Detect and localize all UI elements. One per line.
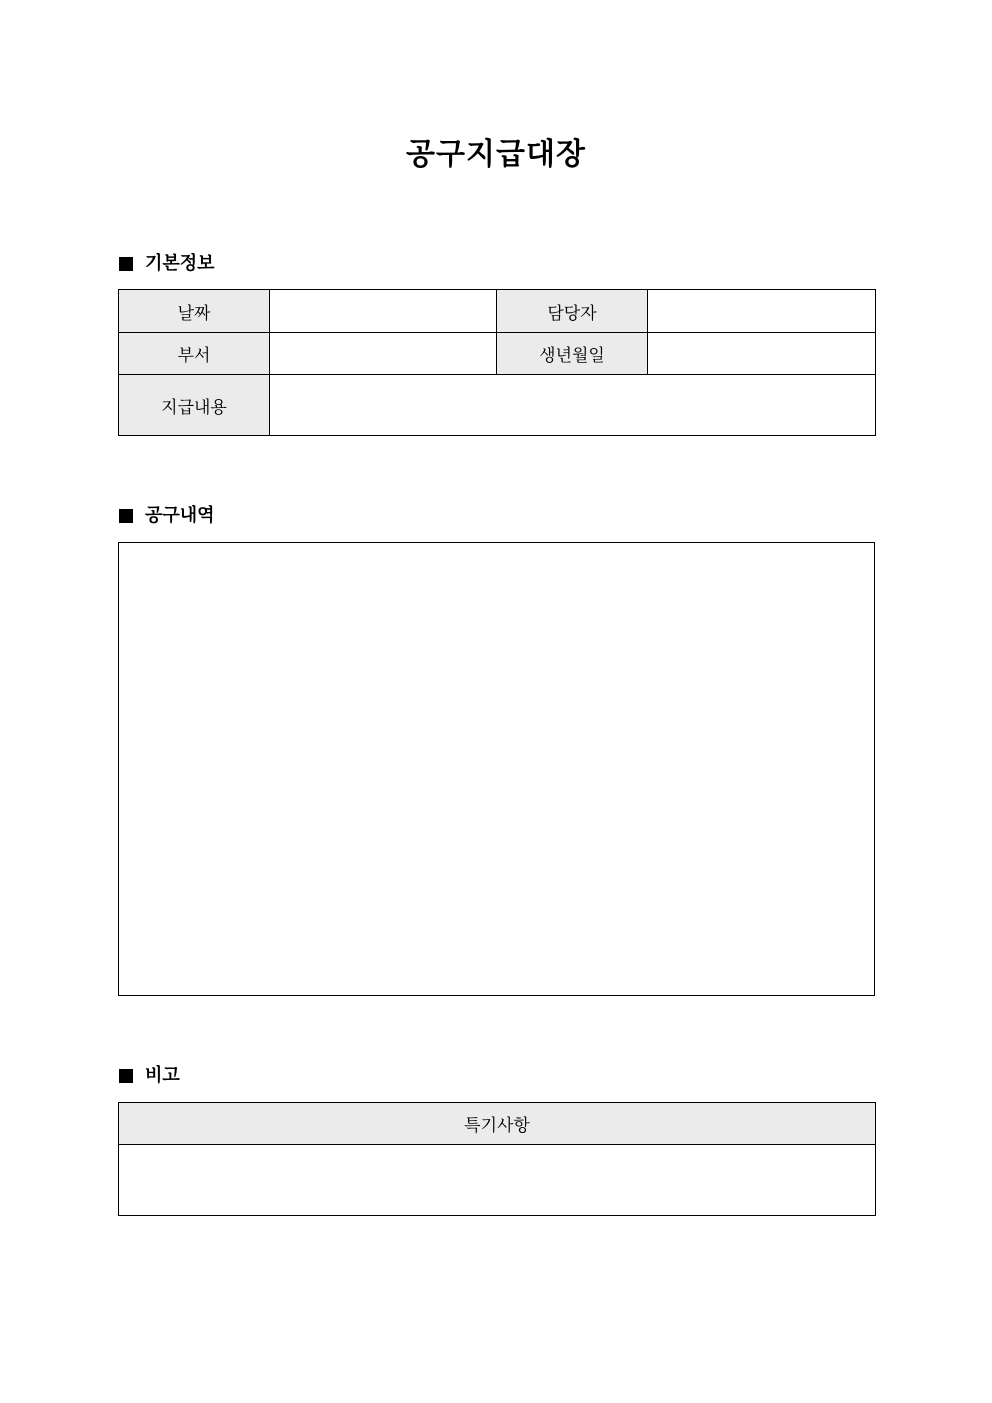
special-notes-field[interactable]	[119, 1145, 876, 1216]
table-row	[119, 1145, 876, 1216]
black-square-icon	[119, 509, 133, 523]
content-label: 지급내용	[119, 375, 270, 436]
section-heading-tool-details	[119, 504, 215, 528]
special-notes-header: 특기사항	[119, 1103, 876, 1145]
section-heading-remarks	[119, 1064, 180, 1088]
section-heading-label: 비고	[145, 1065, 180, 1086]
manager-field[interactable]	[648, 290, 876, 333]
department-field[interactable]	[270, 333, 497, 375]
tool-details-box[interactable]	[118, 542, 875, 996]
table-row	[119, 375, 876, 436]
remarks-table	[118, 1102, 876, 1216]
content-field[interactable]	[270, 375, 876, 436]
birthdate-label: 생년월일	[497, 333, 648, 375]
date-field[interactable]	[270, 290, 497, 333]
date-label: 날짜	[119, 290, 270, 333]
page-title: 공구지급대장	[406, 137, 586, 172]
black-square-icon	[119, 1069, 133, 1083]
department-label: 부서	[119, 333, 270, 375]
table-row	[119, 290, 876, 333]
section-heading-label: 기본정보	[145, 253, 215, 274]
table-row	[119, 1103, 876, 1145]
table-row	[119, 333, 876, 375]
basic-info-table	[118, 289, 876, 436]
manager-label: 담당자	[497, 290, 648, 333]
section-heading-label: 공구내역	[145, 505, 215, 526]
black-square-icon	[119, 257, 133, 271]
birthdate-field[interactable]	[648, 333, 876, 375]
section-heading-basic-info	[119, 252, 215, 276]
